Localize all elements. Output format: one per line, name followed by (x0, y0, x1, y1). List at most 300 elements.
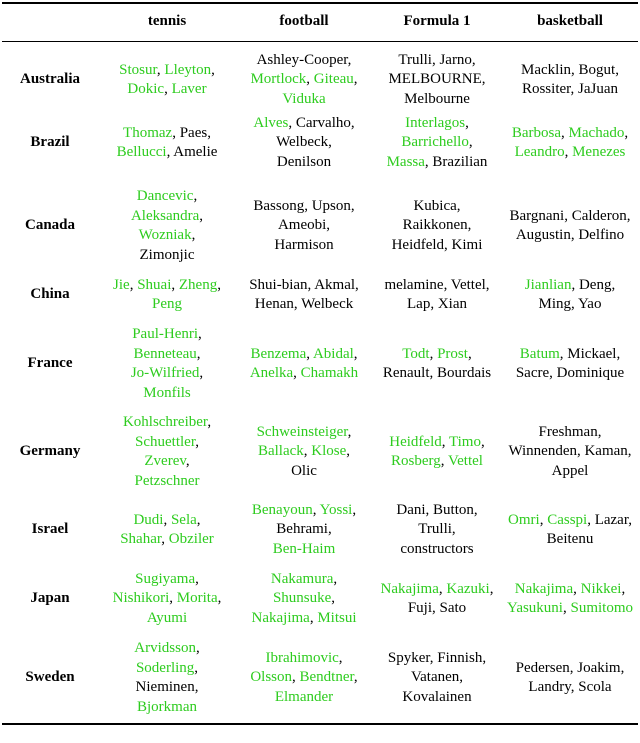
cell-line (236, 462, 372, 482)
term-text: Denilson (276, 153, 332, 170)
highlighted-term: Jie (113, 276, 130, 293)
term-text: Melbourne (404, 90, 470, 107)
term-text: Vatanen, (410, 669, 464, 686)
country-label: Israel (31, 521, 69, 538)
cell-line (236, 423, 372, 443)
term-text: , (438, 580, 447, 597)
cell-line (236, 540, 372, 560)
highlighted-term: Nakajima (251, 609, 310, 626)
term-text: , Mickael, (559, 345, 621, 362)
term-text: , (338, 649, 343, 666)
cell-line (100, 276, 234, 296)
cell-line (500, 678, 640, 698)
cell-line (374, 668, 500, 688)
header-tennis: tennis (147, 13, 187, 29)
cell-line (100, 659, 234, 679)
highlighted-term: Massa (386, 153, 425, 170)
cell-basketball (500, 345, 640, 384)
cell-line (500, 61, 640, 81)
cell-tennis (100, 570, 234, 629)
cell-line (100, 295, 234, 315)
term-text: , (306, 345, 313, 362)
term-text: , (199, 207, 204, 224)
cell-line (100, 124, 234, 144)
highlighted-term: Benayoun (251, 501, 313, 518)
cell-line (236, 276, 372, 296)
term-text: , Brazilian (424, 153, 488, 170)
cell-line (500, 364, 640, 384)
term-text: , (331, 590, 336, 607)
cell-line (500, 423, 640, 443)
highlighted-term: Sumitomo (570, 600, 633, 616)
cell-line (100, 61, 234, 81)
term-text: Trulli, (418, 521, 456, 538)
highlighted-term: Wozniak (138, 227, 192, 243)
cell-line (374, 452, 500, 472)
term-text: , (156, 61, 165, 78)
cell-basketball (500, 61, 640, 100)
term-text: Macklin, Bogut, (521, 61, 619, 78)
highlighted-term: Zverev (144, 453, 186, 469)
term-text: , (217, 590, 222, 607)
country-label: Brazil (30, 134, 70, 151)
highlighted-term: Bellucci (116, 144, 167, 160)
term-text: , Paes, (172, 124, 211, 141)
highlighted-term: Barrichello (401, 134, 469, 151)
cell-football (236, 345, 372, 384)
highlighted-term: Schweinsteiger (256, 423, 348, 440)
cell-line (100, 246, 234, 266)
highlighted-term: Chamakh (300, 365, 359, 381)
cell-formula1 (374, 649, 500, 708)
highlighted-term: Lleyton (164, 61, 212, 78)
cell-tennis (100, 276, 234, 315)
cell-line (500, 124, 640, 144)
highlighted-term: Ibrahimovic (265, 649, 339, 666)
cell-line (100, 678, 234, 698)
highlighted-term: Jo-Wilfried (130, 365, 200, 381)
cell-line (500, 295, 640, 315)
term-text: Spyker, Finnish, (387, 649, 487, 666)
highlighted-term: Dancevic (136, 188, 194, 204)
cell-line (374, 216, 500, 236)
cell-basketball (500, 124, 640, 163)
cell-line (500, 511, 640, 531)
cell-line (236, 668, 372, 688)
highlighted-term: Jianlian (524, 276, 572, 293)
term-text: , (441, 433, 449, 450)
cell-line (100, 589, 234, 609)
term-text: Augustin, Delfino (515, 227, 625, 243)
term-text: Lap, Xian (407, 296, 467, 312)
cell-basketball (500, 511, 640, 550)
term-text: , (196, 345, 201, 362)
cell-line (100, 511, 234, 531)
highlighted-term: Elmander (274, 688, 334, 705)
highlighted-term: Viduka (282, 90, 326, 107)
country-label: Japan (30, 590, 70, 607)
term-text: melamine, Vettel, (384, 276, 490, 293)
cell-line (374, 236, 500, 256)
cell-line (236, 216, 372, 236)
highlighted-term: Sugiyama (135, 570, 196, 587)
country-label: Germany (19, 443, 81, 460)
term-text: , (195, 570, 199, 587)
cell-formula1 (374, 51, 500, 110)
term-text: Sacre, Dominique (515, 365, 625, 381)
cell-line (500, 462, 640, 482)
cell-line (374, 295, 500, 315)
country-label: Australia (20, 71, 80, 88)
highlighted-term: Zheng (178, 276, 218, 293)
term-text: Bassong, Upson, (253, 197, 355, 214)
cell-line (374, 133, 500, 153)
cell-line (100, 639, 234, 659)
term-text: Zimonjic (139, 246, 195, 263)
term-text: , (309, 609, 318, 626)
term-text: , (194, 659, 199, 676)
cell-line (374, 276, 500, 296)
highlighted-term: Shunsuke (272, 590, 332, 607)
term-text: Freshman, (538, 423, 602, 440)
cell-line (236, 345, 372, 365)
header-formula1: Formula 1 (403, 13, 471, 29)
highlighted-term: Heidfeld (389, 433, 442, 450)
term-text: Trulli, Jarno, (398, 51, 476, 68)
highlighted-term: Klose (311, 443, 347, 460)
term-text: , (564, 144, 573, 160)
cell-line (500, 80, 640, 100)
term-text: , (346, 443, 351, 460)
highlighted-term: Aleksandra (130, 207, 200, 224)
cell-line (100, 364, 234, 384)
cell-tennis (100, 187, 234, 265)
cell-line (100, 384, 234, 404)
highlighted-term: Benneteau (133, 345, 197, 362)
cell-line (236, 649, 372, 669)
highlighted-term: Machado (568, 124, 625, 141)
term-text: Dani, Button, (396, 501, 478, 518)
term-text: Kovalainen (402, 688, 472, 705)
term-text: , (489, 580, 494, 597)
term-text: Fuji, Sato (407, 600, 467, 616)
cell-line (100, 452, 234, 472)
cell-line (374, 114, 500, 134)
cell-line (100, 570, 234, 590)
cell-tennis (100, 413, 234, 491)
cell-tennis (100, 639, 234, 717)
highlighted-term: Leandro (514, 144, 565, 160)
term-text: , (199, 365, 204, 381)
highlighted-term: Barbosa (511, 124, 562, 141)
highlighted-term: Dudi (133, 511, 164, 528)
highlighted-term: Nakamura (270, 570, 334, 587)
highlighted-term: Olsson (250, 669, 293, 686)
term-text: , (429, 345, 438, 362)
term-text: , (207, 414, 212, 430)
highlighted-term: Monfils (143, 384, 191, 401)
highlighted-term: Yossi (319, 501, 353, 518)
term-text: , (195, 433, 199, 450)
highlighted-term: Nikkei (580, 580, 622, 597)
cell-line (374, 540, 500, 560)
term-text: , (467, 345, 472, 362)
term-text: Harmison (274, 236, 334, 253)
cell-basketball (500, 276, 640, 315)
cell-tennis (100, 61, 234, 100)
cell-line (236, 114, 372, 134)
highlighted-term: Schuettler (135, 433, 196, 450)
highlighted-term: Anelka (249, 365, 294, 381)
cell-line (236, 90, 372, 110)
highlighted-term: Paul-Henri (132, 326, 199, 342)
cell-line (236, 609, 372, 629)
highlighted-term: Arvidsson (134, 640, 196, 656)
cell-line (500, 207, 640, 227)
term-text: , Amelie (166, 144, 218, 160)
term-text: , (312, 501, 320, 518)
term-text: , (561, 124, 569, 141)
cell-football (236, 423, 372, 482)
cell-line (236, 51, 372, 71)
cell-line (374, 90, 500, 110)
country-label: France (27, 355, 73, 372)
cell-football (236, 501, 372, 560)
cell-line (374, 501, 500, 521)
cell-line (236, 688, 372, 708)
term-text: , (161, 531, 169, 547)
cell-line (236, 153, 372, 173)
highlighted-term: Abidal (312, 345, 354, 362)
highlighted-term: Rosberg (391, 453, 441, 469)
country-label: Canada (24, 217, 76, 234)
highlighted-term: Menezes (572, 144, 626, 160)
term-text: , (171, 276, 179, 293)
term-text: Welbeck, (276, 134, 332, 151)
cell-line (374, 688, 500, 708)
highlighted-term: Giteau (313, 71, 354, 88)
cell-line (500, 442, 640, 462)
cell-football (236, 197, 372, 256)
highlighted-term: Mitsui (317, 609, 357, 626)
highlighted-term: Thomaz (123, 124, 173, 141)
cell-line (100, 472, 234, 492)
term-text: , (191, 227, 196, 243)
highlighted-term: Peng (152, 296, 182, 312)
term-text: Kubica, (413, 197, 461, 214)
cell-line (374, 153, 500, 173)
term-text: , (333, 570, 338, 587)
cell-line (500, 345, 640, 365)
term-text: , (621, 580, 626, 597)
cell-football (236, 276, 372, 315)
cell-line (236, 364, 372, 384)
cell-line (236, 442, 372, 462)
term-text: , (353, 345, 358, 362)
highlighted-term: Timo (448, 433, 481, 450)
term-text: , Deng, (571, 276, 616, 293)
highlighted-term: Omri (508, 511, 540, 528)
cell-football (236, 51, 372, 110)
cell-line (500, 276, 640, 296)
term-text: , (562, 600, 571, 616)
term-text: , (440, 453, 448, 469)
cell-line (374, 580, 500, 600)
term-text: Winnenden, Kaman, (508, 443, 632, 460)
highlighted-term: Nakajima (514, 580, 574, 597)
cell-formula1 (374, 114, 500, 173)
cell-formula1 (374, 433, 500, 472)
cell-line (236, 70, 372, 90)
highlighted-term: Nakajima (380, 580, 439, 597)
cell-line (500, 226, 640, 246)
highlighted-term: Ben-Haim (272, 540, 336, 557)
cell-line (236, 197, 372, 217)
term-text: Ashley-Cooper, (256, 51, 352, 68)
highlighted-term: Batum (519, 345, 560, 362)
term-text: Nieminen, (135, 679, 199, 695)
highlighted-term: Stosur (119, 61, 157, 78)
top-rule (2, 2, 638, 4)
cell-formula1 (374, 276, 500, 315)
cell-line (374, 433, 500, 453)
cell-line (374, 197, 500, 217)
term-text: , (352, 501, 357, 518)
term-text: , (217, 276, 221, 293)
highlighted-term: Ballack (257, 443, 304, 460)
cell-line (374, 345, 500, 365)
highlighted-term: Bendtner (299, 669, 354, 686)
term-text: Behrami, (276, 521, 332, 538)
cell-line (236, 295, 372, 315)
cell-line (100, 413, 234, 433)
term-text: MELBOURNE, (388, 71, 486, 88)
cell-tennis (100, 325, 234, 403)
highlighted-term: Prost (437, 345, 468, 362)
cell-line (100, 80, 234, 100)
cell-formula1 (374, 345, 500, 384)
term-text: Heidfeld, Kimi (391, 236, 483, 253)
cell-football (236, 114, 372, 173)
header-basketball: basketball (537, 13, 603, 29)
cell-basketball (500, 659, 640, 698)
highlighted-term: Bjorkman (137, 698, 197, 715)
cell-line (100, 207, 234, 227)
term-text: , (306, 71, 314, 88)
cell-line (374, 51, 500, 71)
cell-line (500, 659, 640, 679)
term-text: , (573, 580, 581, 597)
cell-line (100, 609, 234, 629)
term-text: Bargnani, Calderon, (509, 207, 631, 224)
highlighted-term: Soderling (135, 659, 195, 676)
highlighted-term: Todt (402, 345, 430, 362)
term-text: Olic (291, 462, 317, 479)
cell-tennis (100, 511, 234, 550)
highlighted-term: Interlagos (405, 114, 466, 131)
highlighted-term: Benzema (250, 345, 307, 362)
highlighted-term: Yasukuni (506, 600, 563, 616)
header-football: football (279, 13, 329, 29)
term-text: , (198, 326, 202, 342)
term-text: Ameobi, (277, 217, 331, 234)
highlighted-term: Shahar (120, 531, 162, 547)
header-rule (2, 41, 638, 42)
cell-line (236, 520, 372, 540)
cell-line (100, 530, 234, 550)
term-text: , (211, 61, 215, 78)
highlighted-term: Ayumi (146, 609, 188, 626)
cell-line (374, 70, 500, 90)
term-text: , (480, 433, 485, 450)
term-text: , (193, 188, 198, 204)
country-label: China (30, 286, 70, 303)
term-text: Beitenu (546, 531, 594, 547)
highlighted-term: Kohlschreiber (122, 414, 208, 430)
term-text: , (353, 71, 358, 88)
term-text: , (539, 511, 548, 528)
highlighted-term: Nishikori (112, 590, 170, 607)
cell-line (500, 530, 640, 550)
highlighted-term: Casspi (547, 511, 588, 528)
term-text: Raikkonen, (402, 217, 472, 234)
term-text: , (303, 443, 312, 460)
term-text: , (163, 511, 171, 528)
cell-line (236, 589, 372, 609)
term-text: , (353, 669, 358, 686)
highlighted-term: Sela (170, 511, 197, 528)
highlighted-term: Vettel (447, 453, 483, 469)
cell-basketball (500, 580, 640, 619)
highlighted-term: Petzschner (134, 472, 200, 489)
cell-line (500, 143, 640, 163)
cell-line (100, 433, 234, 453)
term-text: Pedersen, Joakim, (515, 659, 625, 676)
term-text: , Carvalho, (288, 114, 355, 131)
term-text: , (347, 423, 352, 440)
term-text: , (129, 276, 138, 293)
term-text: , (195, 640, 200, 656)
term-text: , Lazar, (587, 511, 632, 528)
cell-line (236, 133, 372, 153)
highlighted-term: Obziler (168, 531, 214, 547)
highlighted-term: Kazuki (446, 580, 490, 597)
term-text: , (292, 669, 300, 686)
term-text: Renault, Bourdais (382, 365, 492, 381)
highlighted-term: Dokic (127, 81, 165, 97)
term-text: Rossiter, JaJuan (521, 81, 619, 97)
cell-line (100, 345, 234, 365)
term-text: , (624, 124, 629, 141)
highlighted-term: Alves (253, 114, 289, 131)
cell-line (100, 698, 234, 718)
term-text: Ming, Yao (538, 296, 602, 312)
term-text: Appel (551, 462, 589, 479)
cell-football (236, 570, 372, 629)
cell-formula1 (374, 501, 500, 560)
cell-basketball (500, 423, 640, 482)
term-text: , (185, 453, 190, 469)
highlighted-term: Laver (171, 81, 207, 97)
cell-football (236, 649, 372, 708)
cell-line (236, 501, 372, 521)
country-label: Sweden (25, 669, 75, 686)
highlighted-term: Morita (176, 590, 218, 607)
cell-line (500, 580, 640, 600)
term-text: , (164, 81, 172, 97)
cell-line (374, 599, 500, 619)
highlighted-term: Mortlock (250, 71, 307, 88)
